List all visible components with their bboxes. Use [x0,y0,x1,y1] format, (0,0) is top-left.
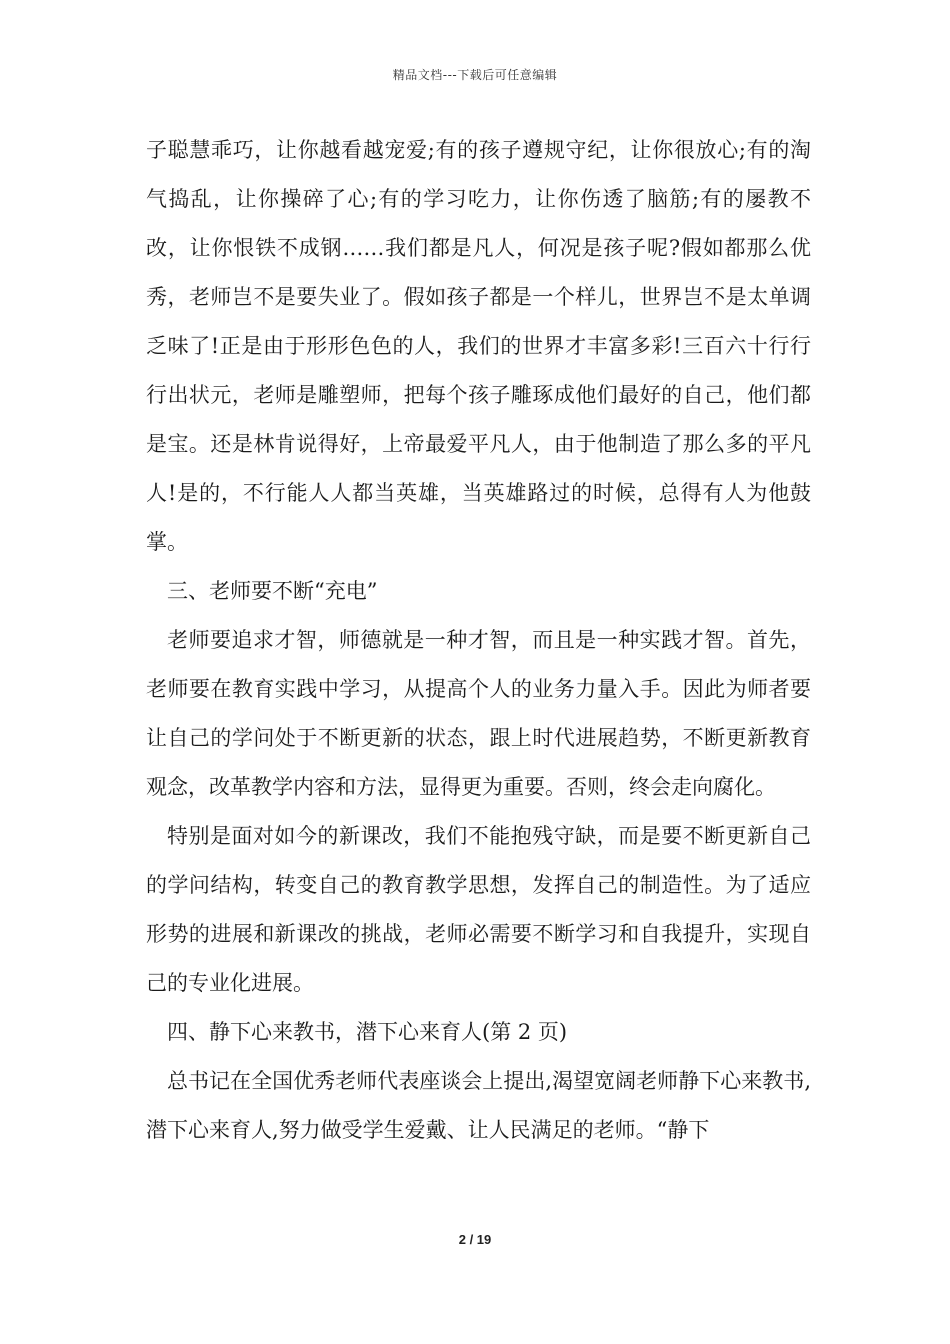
page-header: 精品文档---下载后可任意编辑 [392,68,558,82]
page-number: 2 / 19 [458,1232,492,1247]
section-heading-3: 三、老师要不断“充电” [167,579,378,603]
paragraph: 特别是面对如今的新课改，我们不能抱残守缺，而是要不断更新自己的学问结构，转变自己的教育教学思想，发挥自己的制造性。为了适应形势的进展和新课改的挑战，老师必需要不断学习和自我提升，实现自己的专业化进展。 [146,824,811,995]
section-heading-4: 四、静下心来教书，潜下心来育人(第 2 页) [167,1020,568,1044]
paragraph: 总书记在全国优秀老师代表座谈会上提出,渴望宽阔老师静下心来教书,潜下心来育人,努力做受学生爱戴、让人民满足的老师。“静下 [146,1069,811,1142]
document-body [146,126,811,1155]
paragraph-continued: 子聪慧乖巧，让你越看越宠爱;有的孩子遵规守纪，让你很放心;有的淘气捣乱，让你操碎了心;有的学习吃力，让你伤透了脑筋;有的屡教不改，让你恨铁不成钢……我们都是凡人，何况是孩子呢?假如都那么优秀，老师岂不是要失业了。假如孩子都是一个样儿，世界岂不是太单调乏味了!正是由于形形色色的人，我们的世界才丰富多彩!三百六十行行行出状元，老师是雕塑师，把每个孩子雕琢成他们最好的自己，他们都是宝。还是林肯说得好，上帝最爱平凡人，由于他制造了那么多的平凡人!是的，不行能人人都当英雄，当英雄路过的时候，总得有人为他鼓掌。 [146,138,811,554]
paragraph: 老师要追求才智，师德就是一种才智，而且是一种实践才智。首先，老师要在教育实践中学习，从提高个人的业务力量入手。因此为师者要让自己的学问处于不断更新的状态，跟上时代进展趋势，不断更新教育观念，改革教学内容和方法，显得更为重要。否则，终会走向腐化。 [146,628,811,799]
